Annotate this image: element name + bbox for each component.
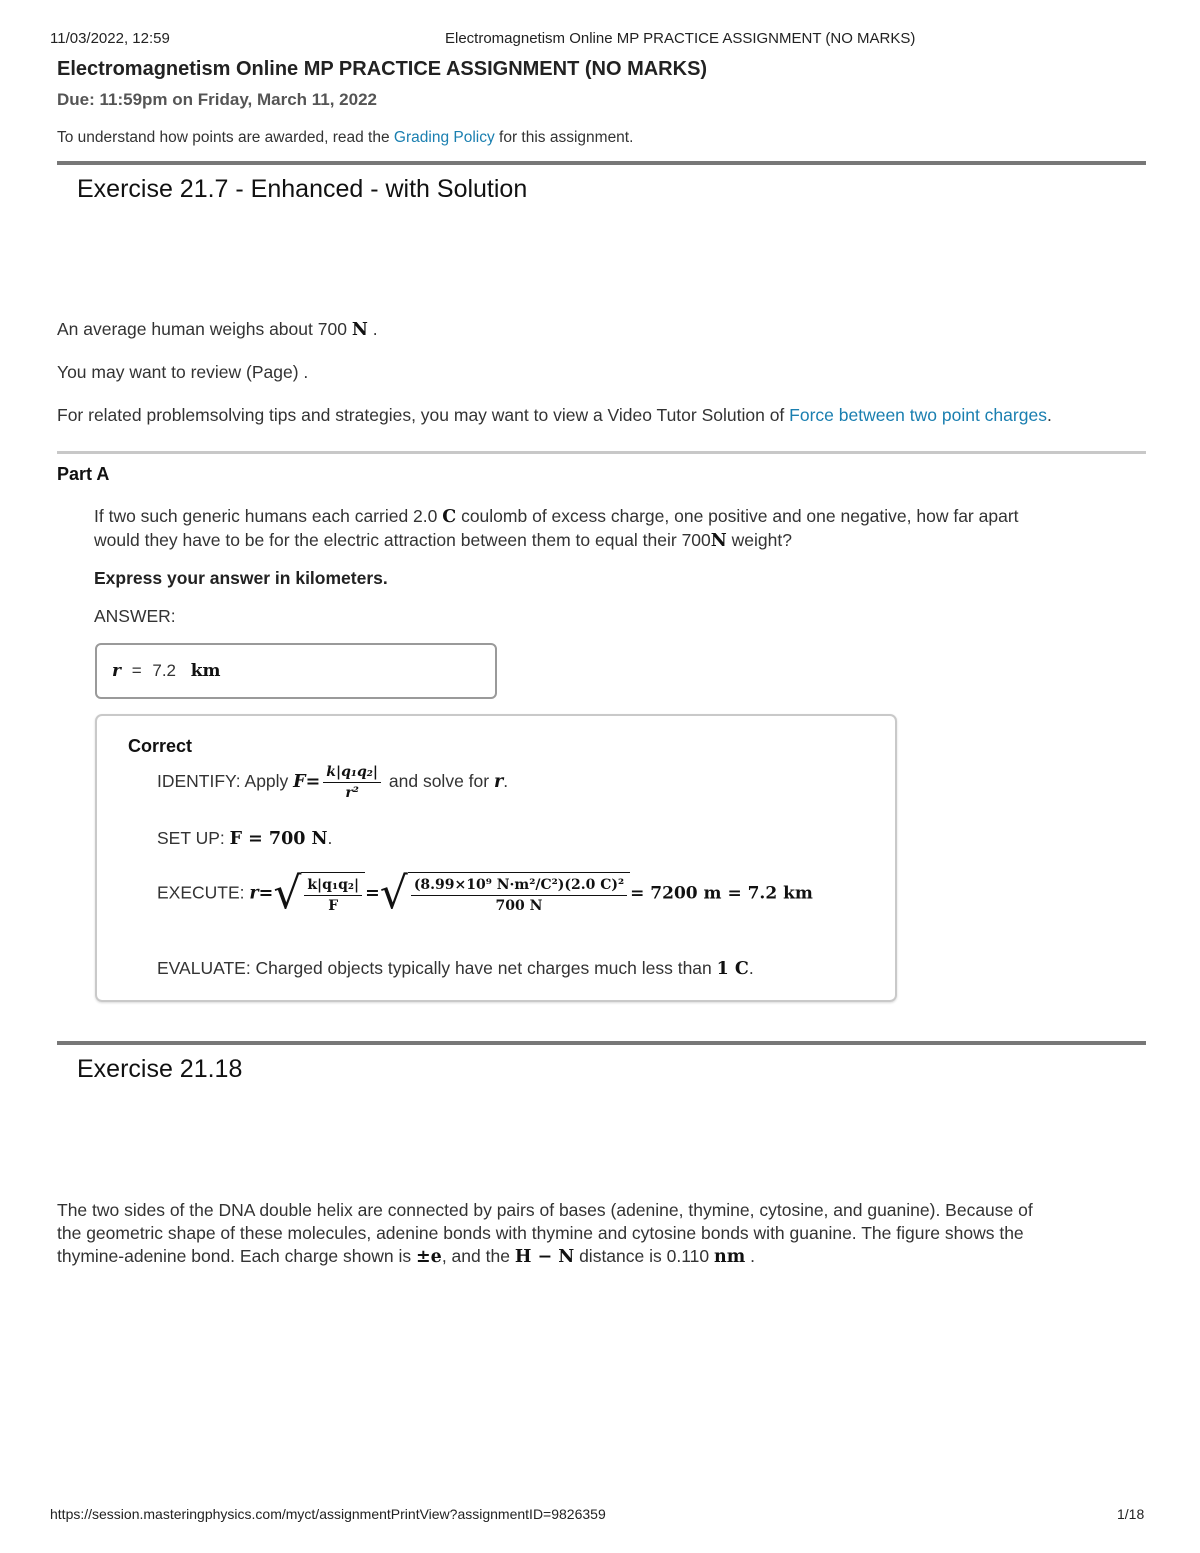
fraction-numerator: k|q₁q₂| [323, 762, 381, 783]
due-date: Due: 11:59pm on Friday, March 11, 2022 [57, 90, 377, 109]
statement-text: distance is 0.110 [579, 1246, 710, 1266]
correct-status: Correct [128, 736, 193, 756]
identify-line: IDENTIFY: Apply F= $\frac{\text{k|q₁q₂|}}{\text{r²}}$ and solve for r. [157, 764, 509, 801]
execute-result: = 7200 m = 7.2 km [630, 883, 813, 904]
policy-text-after: for this assignment. [494, 129, 634, 146]
setup-label: SET UP: [157, 828, 225, 848]
unit-nanometer: nm [714, 1247, 746, 1267]
video-tutor-end: . [1046, 405, 1052, 425]
unit-newton: N [351, 320, 368, 340]
charge-symbol: ±e [416, 1247, 442, 1267]
evaluate-line [157, 958, 754, 979]
answer-equals: = [131, 661, 142, 680]
setup-line: SET UP: F = 700 N. [157, 828, 333, 849]
execute-radius: r [249, 883, 259, 904]
sqrt-2: √ $\frac{\text{(8.99×10⁹ N·m²/C²)(2.0 C)²}}{700 N}$ [380, 872, 630, 916]
question-text: would they have to be for the electric attraction between them to equal their 700 [94, 530, 711, 550]
exercise-heading: Exercise 21.7 - Enhanced - with Solution [77, 175, 528, 203]
identify-fraction [323, 762, 381, 803]
setup-equation: F = 700 N [229, 829, 328, 849]
problem-statement [57, 318, 378, 342]
print-url: https://session.masteringphysics.com/myct/assignmentPrintView?assignmentID=9826359 [50, 1506, 606, 1522]
unit-newton: N [710, 531, 727, 551]
fraction-numerator: k|q₁q₂| [304, 875, 362, 896]
evaluate-end: . [748, 958, 754, 978]
sqrt-1: √ $\frac{\text{k|q₁q₂|}}{F}$ [273, 872, 365, 916]
identify-radius: r [493, 772, 504, 793]
question-text: weight? [731, 530, 792, 550]
divider [57, 161, 1146, 165]
exercise-heading: Exercise 21.18 [77, 1055, 243, 1083]
fraction-denominator: r² [345, 785, 359, 801]
part-question [94, 505, 1124, 553]
answer-value: 7.2 [152, 661, 177, 680]
statement-line: The two sides of the DNA double helix are connected by pairs of bases (adenine, thymine, cytosine, and guanine). Because of [57, 1200, 1033, 1220]
statement-text: , and the [441, 1246, 510, 1266]
question-text: If two such generic humans each carried 2.0 [94, 506, 438, 526]
unit-coulomb: C [442, 507, 457, 527]
grading-policy-link[interactable]: Grading Policy [393, 129, 495, 146]
statement-line [57, 1245, 1147, 1269]
policy-text-before: To understand how points are awarded, read the [57, 129, 394, 146]
fraction-denominator: 700 N [495, 898, 543, 914]
evaluate-value: 1 C [716, 959, 749, 979]
fraction-denominator: F [328, 898, 339, 914]
answer-label: ANSWER: [94, 606, 176, 626]
page-number: 1/18 [1117, 1506, 1145, 1522]
print-doc-title: Electromagnetism Online MP PRACTICE ASSIGNMENT (NO MARKS) [445, 30, 916, 47]
evaluate-text: EVALUATE: Charged objects typically have net charges much less than [157, 958, 712, 978]
identify-label: IDENTIFY: Apply [157, 771, 289, 792]
divider [57, 451, 1146, 454]
statement-text: thymine-adenine bond. Each charge shown is [57, 1246, 412, 1266]
divider [57, 1041, 1146, 1045]
statement-line: the geometric shape of these molecules, adenine bonds with thymine and cytosine bonds with guanine. The figure shows the [57, 1223, 1024, 1243]
answer-instruction: Express your answer in kilometers. [94, 568, 388, 588]
grading-policy-note [57, 129, 633, 147]
video-tutor-text: For related problemsolving tips and strategies, you may want to view a Video Tutor Solution of [57, 405, 790, 425]
review-note: You may want to review (Page) . [57, 362, 309, 382]
answer-variable: r [112, 661, 121, 681]
execute-label-text: EXECUTE: [157, 882, 245, 903]
statement-end: . [750, 1246, 755, 1266]
fraction-numerator: (8.99×10⁹ N·m²/C²)(2.0 C)² [411, 875, 627, 896]
answer-unit: km [190, 661, 221, 681]
execute-fraction-2 [411, 875, 627, 916]
bond-symbol: H − N [514, 1247, 575, 1267]
answer-content [112, 661, 221, 681]
question-text: coulomb of excess charge, one positive and one negative, how far apart [461, 506, 1019, 526]
statement-text: An average human weighs about 700 [57, 319, 347, 339]
answer-box[interactable] [95, 643, 497, 699]
assignment-title: Electromagnetism Online MP PRACTICE ASSIGNMENT (NO MARKS) [57, 58, 708, 80]
statement-end: . [372, 319, 378, 339]
execute-line: EXECUTE: r=√ $\frac{\text{k|q₁q₂|}}{F}$ =√ $\frac{\text{(8.99×10⁹ N·m²/C²)(2.0 C)²}}{700 N}$ = 7200 m = 7.2 km [157, 868, 813, 919]
video-tutor-link[interactable]: Force between two point charges [789, 405, 1047, 425]
exercise2-statement [57, 1199, 1147, 1269]
video-tutor-note [57, 404, 1052, 427]
execute-fraction-1 [304, 875, 362, 916]
part-label: Part A [57, 464, 110, 484]
identify-after: and solve for [388, 771, 490, 792]
identify-force: F [293, 772, 306, 793]
print-datetime: 11/03/2022, 12:59 [50, 30, 170, 47]
